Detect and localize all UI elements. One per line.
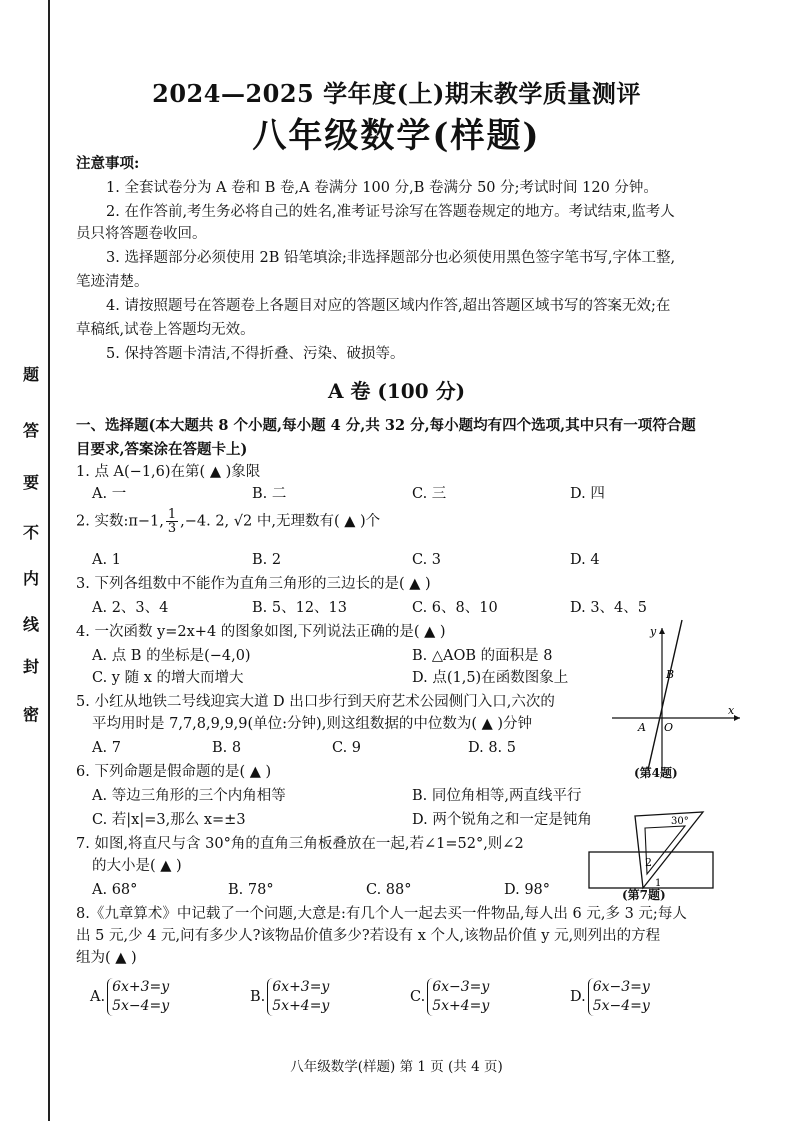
- option: B. △AOB 的面积是 8: [412, 648, 553, 664]
- question-stem: 5. 小红从地铁二号线迎宾大道 D 出口步行到天府艺术公园侧门入口,六次的: [76, 694, 555, 710]
- option: A. 7: [92, 740, 121, 756]
- seal-char: 线: [22, 615, 39, 634]
- option: D. 四: [570, 486, 605, 502]
- option-system: [570, 978, 650, 1016]
- figure-caption: (第4题): [634, 766, 678, 780]
- option: A. 点 B 的坐标是(−4,0): [92, 648, 251, 664]
- option: C. y 随 x 的增大而增大: [92, 670, 244, 686]
- function-line: [648, 620, 682, 770]
- stem-text: ,−4. 2, √2 中,无理数有( ▲ )个: [180, 513, 381, 530]
- question-stem: 6. 下列命题是假命题的是( ▲ ): [76, 764, 272, 780]
- option: B. 8: [212, 740, 242, 756]
- option: B. 2: [252, 552, 282, 568]
- seal-char: 题: [22, 365, 39, 384]
- section-a-title: A 卷 (100 分): [327, 379, 466, 403]
- x-label: x: [728, 704, 735, 717]
- option: B. 5、12、13: [252, 600, 348, 616]
- point-b-label: B: [666, 668, 675, 681]
- question-stem: 的大小是( ▲ ): [92, 858, 182, 874]
- option: D. 两个锐角之和一定是钝角: [412, 812, 592, 828]
- question-stem: 4. 一次函数 y=2x+4 的图象如图,下列说法正确的是( ▲ ): [76, 624, 446, 640]
- option-system: [410, 978, 489, 1016]
- x-axis-arrow: [734, 715, 740, 721]
- option: B. 同位角相等,两直线平行: [412, 788, 582, 804]
- option: C. 9: [332, 740, 362, 756]
- option: A. 1: [92, 552, 121, 568]
- option-system: [250, 978, 329, 1016]
- stem-text: 2. 实数:π−1,: [76, 513, 164, 530]
- question-stem: 平均用时是 7,7,8,9,9,9(单位:分钟),则这组数据的中位数为( ▲ )分钟: [92, 716, 532, 732]
- triangle-outer: [635, 812, 703, 888]
- option-label: C.: [410, 989, 426, 1005]
- notice-heading: 注意事项:: [76, 155, 140, 172]
- question-stem: [76, 508, 380, 535]
- question-stem: 组为( ▲ ): [76, 950, 137, 966]
- question-stem: 7. 如图,将直尺与含 30°角的直角三角板叠放在一起,若∠1=52°,则∠2: [76, 836, 524, 852]
- equation: 6x+3=y: [112, 979, 170, 995]
- option: C. 88°: [366, 882, 412, 898]
- equation: 5x−4=y: [112, 998, 170, 1014]
- equation: 6x−3=y: [592, 979, 650, 995]
- seal-char: 密: [22, 705, 39, 724]
- denominator: 3: [167, 521, 177, 536]
- part1-instruction: 一、选择题(本大题共 8 个小题,每小题 4 分,共 32 分,每小题均有四个选项,其中只有一项符合题: [76, 417, 696, 434]
- notice-item: 员只将答题卷收回。: [76, 226, 207, 242]
- equation: 6x+3=y: [272, 979, 330, 995]
- option: D. 点(1,5)在函数图象上: [412, 670, 569, 686]
- option: A. 等边三角形的三个内角相等: [92, 788, 286, 804]
- option-system: [90, 978, 169, 1016]
- seal-char: 封: [22, 657, 39, 676]
- part1-instruction: 目要求,答案涂在答题卡上): [76, 441, 248, 458]
- notice-item: 4. 请按照题号在答题卷上各题目对应的答题区域内作答,超出答题区域书写的答案无效;在: [106, 298, 671, 314]
- equation-system: [107, 978, 169, 1016]
- y-axis-arrow: [659, 628, 665, 634]
- option: B. 二: [252, 486, 287, 502]
- figure-q7: [585, 806, 720, 896]
- notice-item: 5. 保持答题卡清洁,不得折叠、污染、破损等。: [106, 346, 405, 362]
- option: D. 4: [570, 552, 600, 568]
- equation-system: [427, 978, 489, 1016]
- option: C. 6、8、10: [412, 600, 498, 616]
- seal-char: 答: [22, 421, 39, 440]
- seal-char: 内: [22, 569, 39, 588]
- exam-title: 2024—2025 学年度(上)期末教学质量测评: [152, 79, 641, 108]
- figure-q4: [600, 618, 750, 776]
- option: C. 3: [412, 552, 442, 568]
- seal-line: [48, 0, 50, 1121]
- seal-char: 要: [22, 473, 39, 492]
- option: B. 78°: [228, 882, 274, 898]
- option: A. 2、3、4: [92, 600, 169, 616]
- equation-system: [267, 978, 329, 1016]
- notice-item: 草稿纸,试卷上答题均无效。: [76, 322, 255, 338]
- option: A. 68°: [92, 882, 138, 898]
- question-stem: 3. 下列各组数中不能作为直角三角形的三边长的是( ▲ ): [76, 576, 431, 592]
- fraction: [166, 508, 178, 535]
- question-stem: 出 5 元,少 4 元,问有多少人?该物品价值多少?若设有 x 个人,该物品价值 y 元,则列出的方程: [76, 928, 661, 944]
- angle-30-label: 30°: [671, 816, 689, 827]
- notice-item: 3. 选择题部分必须使用 2B 铅笔填涂;非选择题部分也必须使用黑色签字笔书写,字体工整,: [106, 250, 676, 266]
- option-label: A.: [90, 989, 106, 1005]
- option-label: D.: [570, 989, 586, 1005]
- option-label: B.: [250, 989, 266, 1005]
- notice-item: 笔迹清楚。: [76, 274, 149, 290]
- option: D. 8. 5: [468, 740, 516, 756]
- notice-item: 2. 在作答前,考生务必将自己的姓名,准考证号涂写在答题卷规定的地方。考试结束,监考人: [106, 204, 675, 220]
- origin-label: O: [664, 721, 674, 734]
- option: D. 98°: [504, 882, 551, 898]
- option: C. 三: [412, 486, 447, 502]
- option: A. 一: [92, 486, 127, 502]
- question-stem: 8.《九章算术》中记载了一个问题,大意是:有几个人一起去买一件物品,每人出 6 元,多 3 元;每人: [76, 906, 687, 922]
- angle-2-label: 2: [645, 856, 652, 869]
- seal-char: 不: [22, 523, 39, 542]
- option: C. 若|x|=3,那么 x=±3: [92, 812, 246, 828]
- equation: 5x−4=y: [592, 998, 650, 1014]
- y-label: y: [650, 625, 657, 638]
- question-stem: 1. 点 A(−1,6)在第( ▲ )象限: [76, 464, 261, 480]
- numerator: 1: [167, 507, 177, 522]
- equation-system: [588, 978, 650, 1016]
- equation: 5x+4=y: [432, 998, 490, 1014]
- point-a-label: A: [638, 721, 646, 734]
- notice-item: 1. 全套试卷分为 A 卷和 B 卷,A 卷满分 100 分,B 卷满分 50 分;考试时间 120 分钟。: [106, 180, 658, 196]
- angle-1-label: 1: [655, 878, 662, 889]
- equation: 5x+4=y: [272, 998, 330, 1014]
- equation: 6x−3=y: [432, 979, 490, 995]
- option: D. 3、4、5: [570, 600, 648, 616]
- exam-subtitle: 八年级数学(样题): [252, 116, 541, 156]
- page-footer: 八年级数学(样题) 第 1 页 (共 4 页): [290, 1059, 503, 1075]
- figure-caption: (第7题): [622, 888, 666, 902]
